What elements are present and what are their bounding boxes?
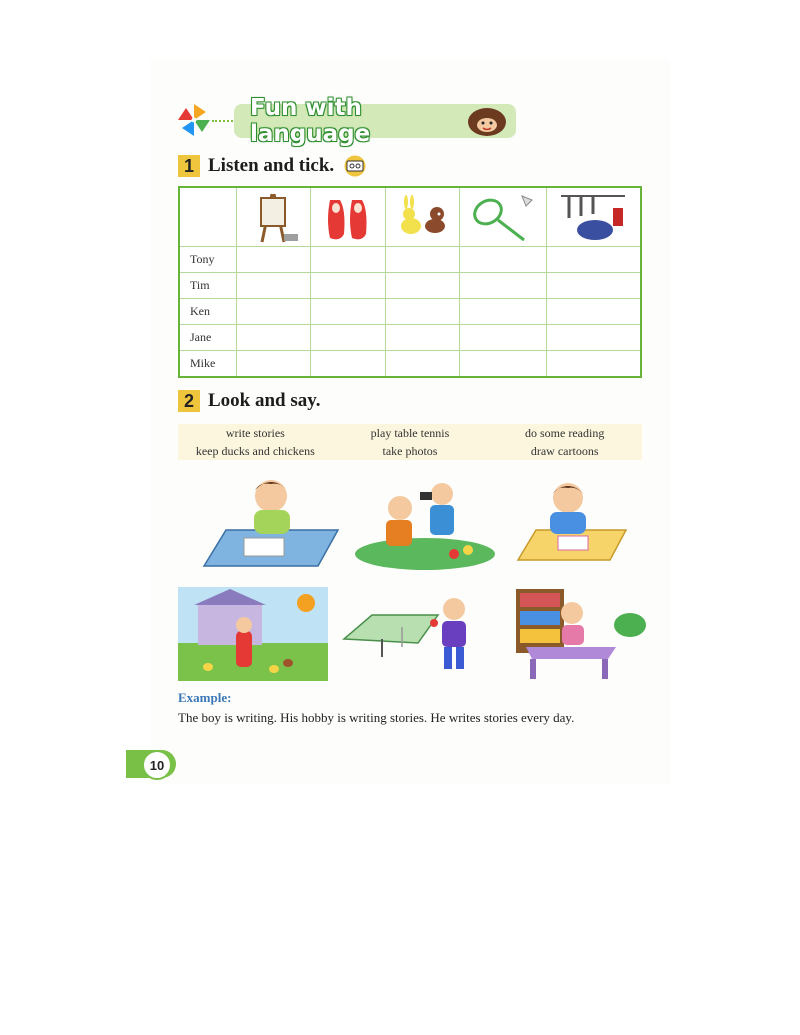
section-1-heading xyxy=(178,155,368,177)
page-title: Fun with language xyxy=(250,95,371,147)
tick-cell[interactable] xyxy=(460,273,547,299)
cookware-icon xyxy=(555,190,631,244)
row-name: Tim xyxy=(179,273,237,299)
column-pets xyxy=(385,187,459,247)
tick-cell[interactable] xyxy=(460,325,547,351)
tick-cell[interactable] xyxy=(546,247,641,273)
phrase: keep ducks and chickens xyxy=(195,443,315,458)
table-row xyxy=(179,325,641,351)
table-row xyxy=(179,351,641,378)
tick-cell[interactable] xyxy=(546,325,641,351)
tick-cell[interactable] xyxy=(237,325,311,351)
kids-taking-photos-picture xyxy=(350,472,500,572)
tick-cell[interactable] xyxy=(311,351,385,378)
phrase-box xyxy=(178,424,642,460)
column-badminton xyxy=(460,187,547,247)
tick-cell[interactable] xyxy=(311,273,385,299)
phrase: take photos xyxy=(382,443,438,458)
tick-cell[interactable] xyxy=(385,247,459,273)
table-row xyxy=(179,247,641,273)
tick-cell[interactable] xyxy=(237,273,311,299)
section-number: 2 xyxy=(178,390,200,412)
boy-writing-picture xyxy=(196,470,346,570)
tick-cell[interactable] xyxy=(385,273,459,299)
pinwheel-icon xyxy=(176,102,212,138)
tick-cell[interactable] xyxy=(385,325,459,351)
cassette-icon xyxy=(342,155,368,177)
example-label: Example: xyxy=(178,690,232,705)
tick-cell[interactable] xyxy=(460,351,547,378)
page-number: 10 xyxy=(142,750,172,780)
row-name: Mike xyxy=(179,351,237,378)
tick-cell[interactable] xyxy=(460,247,547,273)
tick-table xyxy=(178,186,642,378)
row-name: Tony xyxy=(179,247,237,273)
section-number: 1 xyxy=(178,155,200,177)
tick-cell[interactable] xyxy=(237,299,311,325)
tick-cell[interactable] xyxy=(385,299,459,325)
tick-cell[interactable] xyxy=(237,247,311,273)
empty-corner-cell xyxy=(179,187,237,247)
table-header-row xyxy=(179,187,641,247)
section-2-heading xyxy=(178,390,320,412)
tick-cell[interactable] xyxy=(546,299,641,325)
shoes-icon xyxy=(318,190,378,244)
section-header xyxy=(176,95,516,147)
phrase: write stories xyxy=(225,425,285,440)
tick-cell[interactable] xyxy=(311,299,385,325)
badminton-icon xyxy=(468,190,538,244)
row-name: Jane xyxy=(179,325,237,351)
phrase: draw cartoons xyxy=(530,443,599,458)
girl-reading-picture xyxy=(512,584,662,684)
tick-cell[interactable] xyxy=(546,273,641,299)
tick-cell[interactable] xyxy=(385,351,459,378)
column-shoes xyxy=(311,187,385,247)
tick-cell[interactable] xyxy=(460,299,547,325)
phrase: play table tennis xyxy=(370,425,450,440)
column-cookware xyxy=(546,187,641,247)
column-easel xyxy=(237,187,311,247)
pets-icon xyxy=(393,190,453,244)
mascot-icon xyxy=(466,104,508,138)
row-name: Ken xyxy=(179,299,237,325)
easel-icon xyxy=(244,190,304,244)
example-text: The boy is writing. His hobby is writing stories. He writes stories every day. xyxy=(178,710,575,725)
section-title: Look and say. xyxy=(208,390,321,411)
girl-with-chickens-picture xyxy=(178,584,328,684)
tick-cell[interactable] xyxy=(311,247,385,273)
table-row xyxy=(179,299,641,325)
section-title: Listen and tick. xyxy=(208,155,335,176)
tick-cell[interactable] xyxy=(237,351,311,378)
table-row xyxy=(179,273,641,299)
phrase: do some reading xyxy=(525,425,605,440)
tick-cell[interactable] xyxy=(311,325,385,351)
tick-cell[interactable] xyxy=(546,351,641,378)
boy-drawing-picture xyxy=(510,474,660,574)
boy-table-tennis-picture xyxy=(342,584,492,684)
